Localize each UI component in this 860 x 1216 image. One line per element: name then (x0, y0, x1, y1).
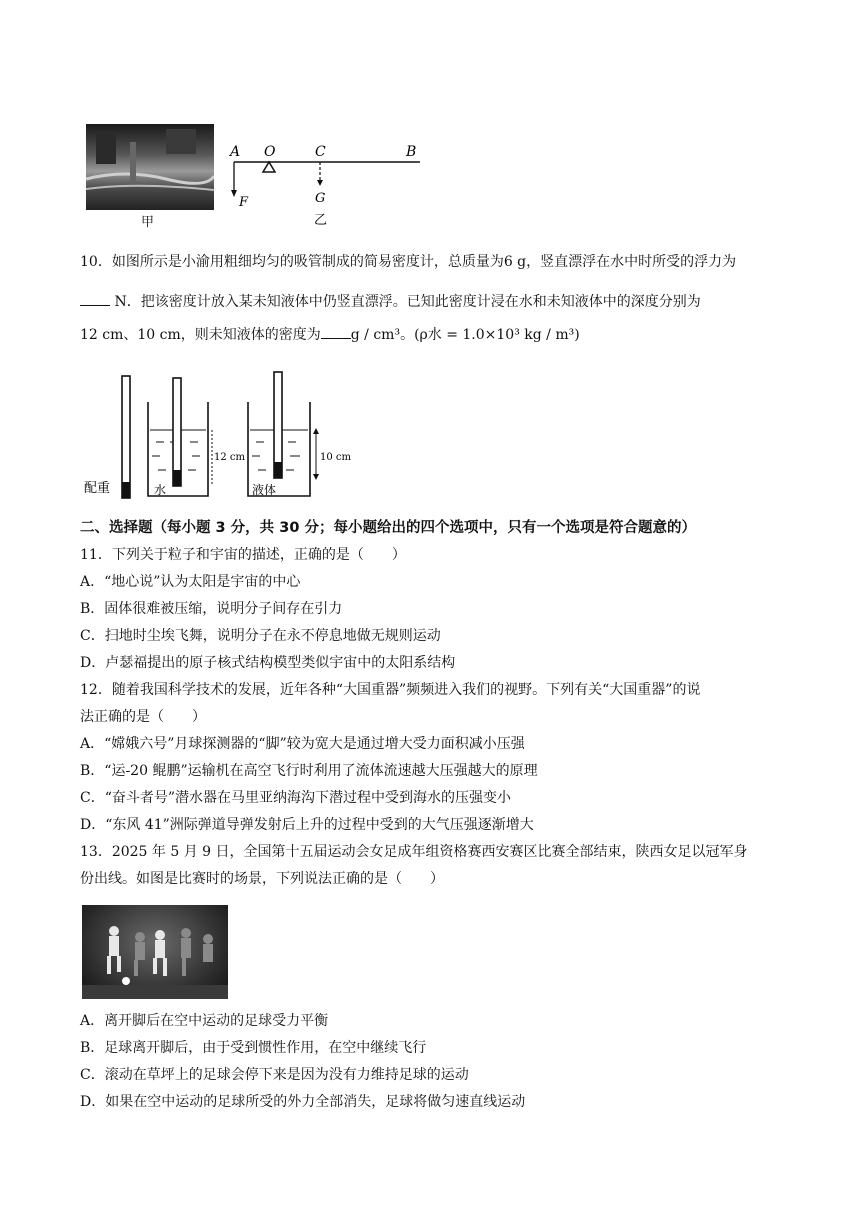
q10-formula: (ρ水 = 1.0×10³ kg / m³) (414, 327, 580, 343)
river-photo (86, 124, 214, 210)
label-g: G (315, 191, 326, 206)
caption-yi: 乙 (314, 213, 328, 228)
force-f-arrow (231, 190, 237, 197)
q10-line3 (80, 324, 580, 345)
q10-unit: g / cm³。 (350, 327, 415, 343)
q11-stem: 11．下列关于粒子和宇宙的描述，正确的是（ ） (80, 547, 406, 563)
soccer-ball (122, 977, 130, 985)
depth-water-label: 12 cm (214, 452, 245, 463)
q13-option-b: B．足球离开脚后，由于受到惯性作用，在空中继续飞行 (80, 1040, 427, 1056)
label-weight: 配重 (84, 481, 111, 496)
q10-line1: 10．如图所示是小渝用粗细均匀的吸管制成的简易密度计，总质量为6 g，竖直漂浮在水中时所受的浮力为 (80, 254, 737, 270)
q13-stem-line1: 13．2025 年 5 月 9 日，全国第十五届运动会女足成年组资格赛西安赛区比赛全部结束，陕西女足以冠军身 (80, 844, 748, 860)
q12-option-d: D．“东风 41”洲际弹道导弹发射后上升的过程中受到的大气压强逐渐增大 (80, 817, 534, 833)
q11-option-a: A．“地心说”认为太阳是宇宙的中心 (80, 574, 301, 590)
lever-diagram (222, 140, 422, 230)
caption-jia: 甲 (141, 215, 155, 230)
density-meter-diagram (80, 364, 352, 502)
meter-standalone (122, 376, 130, 498)
depth-liquid-label: 10 cm (320, 452, 351, 463)
q11-option-b: B．固体很难被压缩，说明分子间存在引力 (80, 601, 343, 617)
label-water: 水 (154, 483, 167, 497)
label-b: B (406, 144, 417, 160)
soccer-match-photo (82, 905, 228, 999)
fulcrum-o (263, 162, 275, 172)
soccer-photo-figures (82, 905, 228, 999)
q11-option-d: D．卢瑟福提出的原子核式结构模型类似宇宙中的太阳系结构 (80, 655, 456, 671)
q10-line2 (80, 291, 701, 312)
q13-option-a: A．离开脚后在空中运动的足球受力平衡 (80, 1013, 329, 1029)
q12-stem-line1: 12．随着我国科学技术的发展，近年各种“大国重器”频频进入我们的视野。下列有关“大国重器”的说 (80, 682, 701, 698)
meter-weight (122, 482, 130, 498)
meter-in-water (173, 378, 181, 486)
q10-line2-text: N．把该密度计放入某未知液体中仍竖直漂浮。已知此密度计浸在水和未知液体中的深度分别为 (110, 294, 701, 310)
q10-blank-force (80, 291, 110, 306)
q12-option-c: C．“奋斗者号”潜水器在马里亚纳海沟下潜过程中受到海水的压强变小 (80, 790, 512, 806)
q11-option-c: C．扫地时尘埃飞舞，说明分子在永不停息地做无规则运动 (80, 628, 441, 644)
label-o: O (264, 144, 276, 160)
q12-option-a: A．“嫦娥六号”月球探测器的“脚”较为宽大是通过增大受力面积减小压强 (80, 736, 525, 752)
q13-option-c: C．滚动在草坪上的足球会停下来是因为没有力维持足球的运动 (80, 1067, 469, 1083)
label-f: F (239, 195, 249, 210)
label-c: C (315, 144, 326, 160)
q10-line3-text: 12 cm、10 cm，则未知液体的密度为 (80, 327, 321, 343)
q12-option-b: B．“运-20 鲲鹏”运输机在高空飞行时利用了流体流速越大压强越大的原理 (80, 763, 538, 779)
q13-stem-line2: 份出线。如图是比赛时的场景，下列说法正确的是（ ） (80, 871, 444, 887)
q12-stem-line2: 法正确的是（ ） (80, 709, 206, 725)
section2-heading: 二、选择题（每小题 3 分，共 30 分；每小题给出的四个选项中，只有一个选项是符合题意的） (80, 520, 696, 536)
q10-blank-density (321, 324, 351, 339)
weight-g-arrow (317, 180, 323, 186)
river-photo-texture (86, 124, 214, 210)
q13-option-d: D．如果在空中运动的足球所受的外力全部消失，足球将做匀速直线运动 (80, 1094, 526, 1110)
label-a: A (230, 144, 241, 160)
label-liquid: 液体 (252, 483, 277, 497)
